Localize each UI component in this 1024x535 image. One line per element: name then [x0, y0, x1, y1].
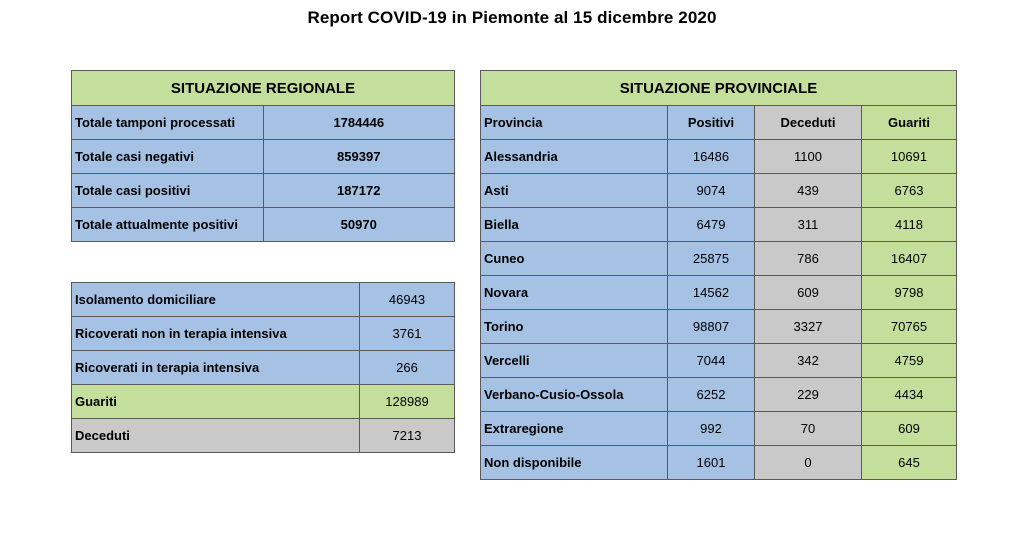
detail-label: Deceduti	[72, 419, 360, 453]
positivi-value: 7044	[668, 344, 755, 378]
column-header-deceduti: Deceduti	[755, 106, 862, 140]
positivi-value: 98807	[668, 310, 755, 344]
table-row	[72, 317, 455, 351]
positivi-value: 992	[668, 412, 755, 446]
regional-value: 187172	[263, 174, 455, 208]
table-row	[481, 310, 957, 344]
table-row	[481, 378, 957, 412]
province-name: Vercelli	[481, 344, 668, 378]
table-row	[481, 276, 957, 310]
deceduti-value: 342	[755, 344, 862, 378]
detail-value: 128989	[360, 385, 455, 419]
detail-label: Guariti	[72, 385, 360, 419]
guariti-value: 645	[862, 446, 957, 480]
province-name: Verbano-Cusio-Ossola	[481, 378, 668, 412]
guariti-value: 70765	[862, 310, 957, 344]
positivi-value: 6479	[668, 208, 755, 242]
guariti-value: 4759	[862, 344, 957, 378]
guariti-value: 6763	[862, 174, 957, 208]
positivi-value: 25875	[668, 242, 755, 276]
guariti-value: 9798	[862, 276, 957, 310]
detail-value: 266	[360, 351, 455, 385]
regional-label: Totale tamponi processati	[72, 106, 264, 140]
positivi-value: 14562	[668, 276, 755, 310]
table-row	[481, 174, 957, 208]
deceduti-value: 786	[755, 242, 862, 276]
detail-label: Ricoverati in terapia intensiva	[72, 351, 360, 385]
deceduti-value: 0	[755, 446, 862, 480]
detail-label: Isolamento domiciliare	[72, 283, 360, 317]
column-header-provincia: Provincia	[481, 106, 668, 140]
table-row	[72, 283, 455, 317]
column-header-positivi: Positivi	[668, 106, 755, 140]
detail-value: 46943	[360, 283, 455, 317]
table-row	[72, 208, 455, 242]
positivi-value: 6252	[668, 378, 755, 412]
deceduti-value: 609	[755, 276, 862, 310]
province-name: Non disponibile	[481, 446, 668, 480]
provincial-situation-table	[480, 70, 957, 480]
detail-value: 3761	[360, 317, 455, 351]
regional-detail-table	[71, 282, 455, 453]
regional-value: 859397	[263, 140, 455, 174]
guariti-value: 609	[862, 412, 957, 446]
guariti-value: 4434	[862, 378, 957, 412]
deceduti-value: 70	[755, 412, 862, 446]
table-row	[481, 242, 957, 276]
table-row	[72, 174, 455, 208]
detail-label: Ricoverati non in terapia intensiva	[72, 317, 360, 351]
regional-header: SITUAZIONE REGIONALE	[72, 71, 455, 106]
provincial-header: SITUAZIONE PROVINCIALE	[481, 71, 957, 106]
table-row	[481, 344, 957, 378]
province-name: Asti	[481, 174, 668, 208]
positivi-value: 1601	[668, 446, 755, 480]
table-row	[481, 446, 957, 480]
table-row	[72, 385, 455, 419]
guariti-value: 16407	[862, 242, 957, 276]
positivi-value: 16486	[668, 140, 755, 174]
regional-label: Totale casi positivi	[72, 174, 264, 208]
regional-label: Totale casi negativi	[72, 140, 264, 174]
table-row	[481, 208, 957, 242]
province-name: Novara	[481, 276, 668, 310]
province-name: Extraregione	[481, 412, 668, 446]
regional-value: 1784446	[263, 106, 455, 140]
regional-label: Totale attualmente positivi	[72, 208, 264, 242]
deceduti-value: 229	[755, 378, 862, 412]
column-header-row	[481, 106, 957, 140]
province-name: Torino	[481, 310, 668, 344]
province-name: Biella	[481, 208, 668, 242]
deceduti-value: 1100	[755, 140, 862, 174]
table-row	[481, 140, 957, 174]
table-row	[481, 412, 957, 446]
regional-situation-table	[71, 70, 455, 242]
report-title: Report COVID-19 in Piemonte al 15 dicembre 2020	[307, 8, 717, 27]
province-name: Alessandria	[481, 140, 668, 174]
guariti-value: 10691	[862, 140, 957, 174]
province-name: Cuneo	[481, 242, 668, 276]
regional-value: 50970	[263, 208, 455, 242]
deceduti-value: 3327	[755, 310, 862, 344]
table-row	[72, 351, 455, 385]
detail-value: 7213	[360, 419, 455, 453]
positivi-value: 9074	[668, 174, 755, 208]
deceduti-value: 311	[755, 208, 862, 242]
deceduti-value: 439	[755, 174, 862, 208]
guariti-value: 4118	[862, 208, 957, 242]
table-row	[72, 419, 455, 453]
column-header-guariti: Guariti	[862, 106, 957, 140]
table-row	[72, 106, 455, 140]
table-row	[72, 140, 455, 174]
